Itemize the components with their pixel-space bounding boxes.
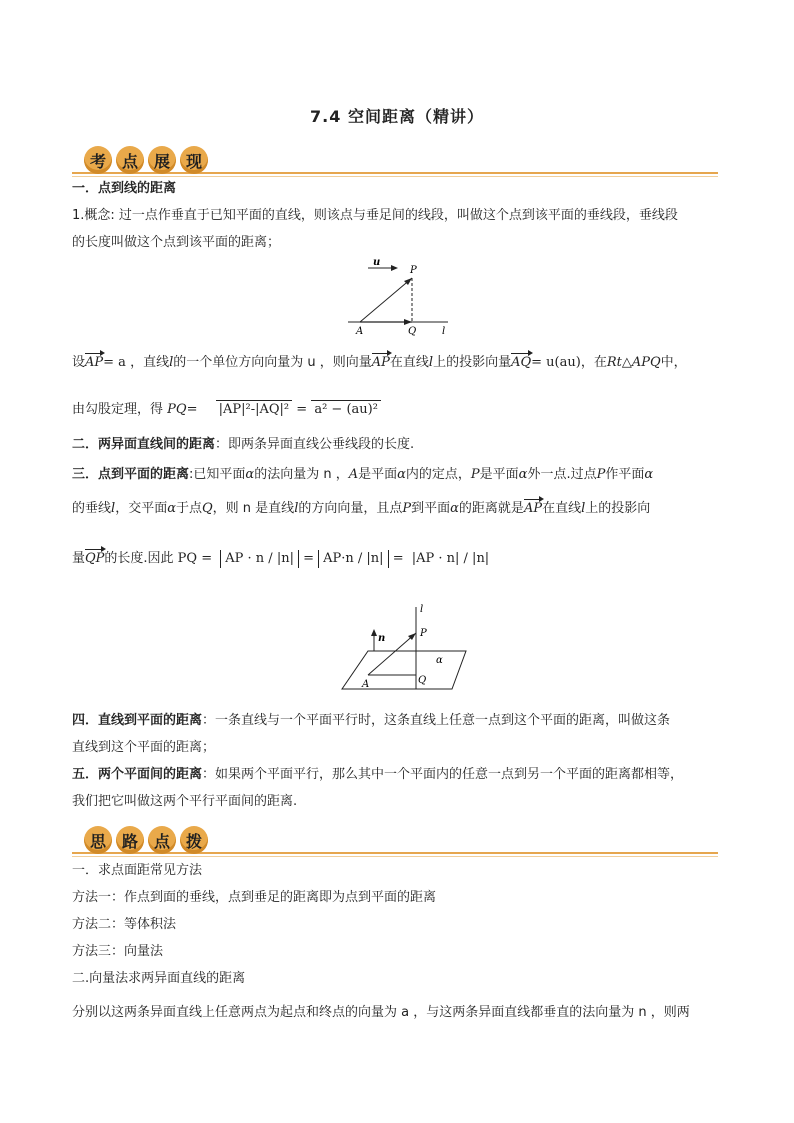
- label-n: n: [378, 633, 386, 644]
- formula-3: |AP · n| / |n|: [411, 551, 490, 566]
- section-banner-silu: [72, 824, 718, 858]
- section-four-line2: 直线到这个平面的距离；: [72, 740, 216, 755]
- method-two: 方法二：等体积法: [72, 917, 177, 932]
- section-three-line1: 三．点到平面的距离:已知平面α的法向量为 n ，A是平面α内的定点，P是平面α外一点.过点P作平面α: [72, 467, 654, 482]
- pythagoras-line: 由勾股定理，得 PQ= |AP|²-|AQ|² = a² − (au)²: [72, 400, 381, 419]
- concept-text: 的长度叫做这个点到该平面的距离；: [72, 235, 281, 250]
- section-heading: 一．点到线的距离: [72, 181, 177, 196]
- figure-point-line-projection: [340, 256, 460, 338]
- section-two: 二．两异面直线间的距离：即两条异面直线公垂线段的长度.: [72, 437, 415, 452]
- section-four-line1: 四．直线到平面的距离：一条直线与一个平面平行时，这条直线上任意一点到这个平面的距离，叫做这条: [72, 713, 671, 728]
- section-three-line2: 的垂线l，交平面α于点Q，则 n 是直线l的方向向量，且点P到平面α的距离就是AP在直线l上的投影向: [72, 501, 651, 516]
- method-one: 方法一：作点到面的垂线，点到垂足的距离即为点到平面的距离: [72, 890, 437, 905]
- method-three: 方法三：向量法: [72, 944, 164, 959]
- formula-1: AP · n / |n|: [220, 550, 299, 568]
- label-A: A: [362, 679, 370, 690]
- label-l: l: [442, 326, 446, 337]
- banner-char: 拨: [180, 826, 208, 854]
- formula-2: AP·n / |n|: [318, 550, 388, 568]
- label-Q: Q: [418, 675, 427, 686]
- label-alpha: α: [436, 655, 443, 666]
- banner-char: 路: [116, 826, 144, 854]
- banner-char: 现: [180, 146, 208, 174]
- section-three-line3: 量QP的长度.因此 PQ = AP · n / |n| = AP·n / |n| = |AP · n| / |n|: [72, 550, 493, 568]
- figure-point-plane-distance: [338, 603, 468, 695]
- banner-char: 思: [84, 826, 112, 854]
- page-title: 7.4 空间距离（精讲）: [310, 107, 484, 126]
- label-Q: Q: [408, 326, 417, 337]
- section-banner-kaodian: [72, 144, 718, 178]
- label-P: P: [420, 628, 427, 639]
- label-l: l: [420, 604, 424, 615]
- label-u: u: [373, 257, 381, 268]
- banner-rule-light: [72, 856, 718, 857]
- banner-char: 考: [84, 146, 112, 174]
- vector-method-heading: 二.向量法求两异面直线的距离: [72, 971, 246, 986]
- label-P: P: [410, 265, 417, 276]
- banner-char: 点: [116, 146, 144, 174]
- section-five-line1: 五．两个平面间的距离：如果两个平面平行，那么其中一个平面内的任意一点到另一个平面的距离都相等，: [72, 767, 684, 782]
- concept-text: 1.概念: 过一点作垂直于已知平面的直线，则该点与垂足间的线段，叫做这个点到该平面的垂线段，垂线段: [72, 208, 678, 223]
- vector-method-text: 分别以这两条异面直线上任意两点为起点和终点的向量为 a ，与这两条异面直线都垂直的法向量为 n ，则两: [72, 1005, 690, 1020]
- banner-char: 展: [148, 146, 176, 174]
- banner-char: 点: [148, 826, 176, 854]
- section-five-line2: 我们把它叫做这两个平行平面间的距离.: [72, 794, 298, 809]
- projection-paragraph: 设AP= a ，直线l的一个单位方向向量为 u ，则向量AP在直线l上的投影向量AQ= u(au)，在Rt△APQ中，: [72, 355, 687, 370]
- method-heading: 一．求点面距常见方法: [72, 863, 203, 878]
- banner-rule-light: [72, 176, 718, 177]
- label-A: A: [356, 326, 364, 337]
